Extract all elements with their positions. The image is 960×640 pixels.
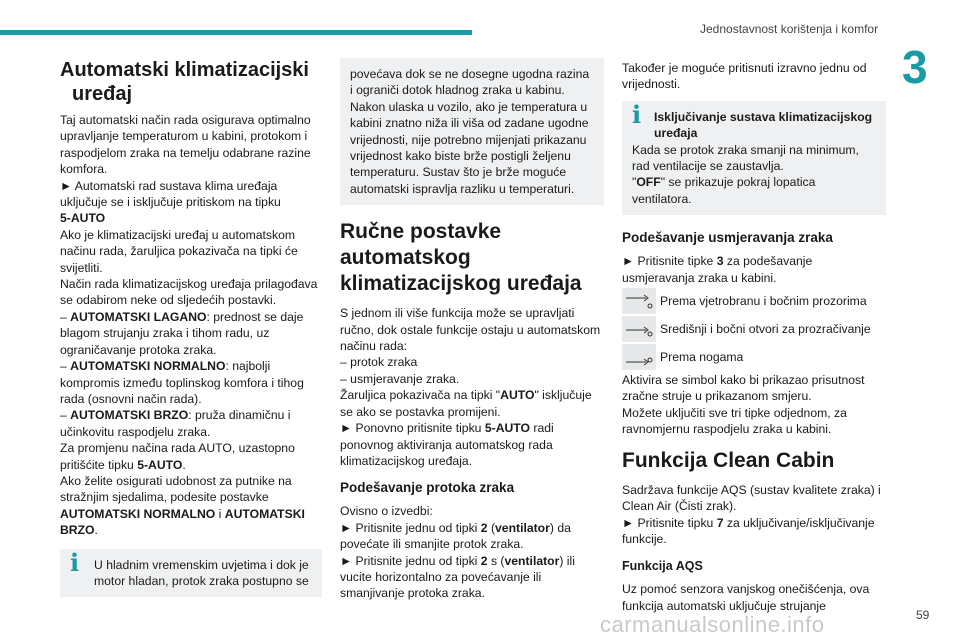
paragraph: Uz pomoć senzora vanjskog onečišćenja, ova funkcija automatski uključuje strujanje bbox=[622, 582, 870, 613]
paragraph: ► Automatski rad sustava klima uređaja uključuje se i isključuje pritiskom na tipku 5-AUTO bbox=[60, 178, 281, 226]
face-airflow-icon bbox=[622, 316, 656, 342]
column-1 bbox=[60, 58, 322, 597]
heading-line-2: uređaj bbox=[72, 83, 133, 105]
heading-auto-climate bbox=[60, 58, 322, 106]
info-box-continued bbox=[340, 58, 604, 205]
section-title: Jednostavnost korištenja i komfor bbox=[700, 22, 879, 36]
option-label: Prema vjetrobranu i bočnim prozorima bbox=[660, 293, 867, 308]
info-text: Kada se protok zraka smanji na minimum, rad ventilacije se zaustavlja. bbox=[632, 142, 859, 174]
info-text: povećava dok se ne dosegne ugodna razina i ograniči dotok hladnog zraka u kabinu. Nakon ulaska u vozilo, ako je temperatura u kabini znatno niža ili viša od zadane ugodne vrijednosti, nije potrebno mijenjati prikazanu vrijednost kako biste brže postigli željenu temperaturu. Sustav što je brže moguće automatski ispravlja razliku u temperaturi. bbox=[350, 67, 590, 196]
option-label: Središnji i bočni otvori za prozračivanje bbox=[660, 321, 871, 336]
info-title: Isključivanje sustava klimatizacijskog uređaja bbox=[654, 109, 873, 141]
info-icon: i bbox=[70, 547, 80, 577]
paragraph: Ako je klimatizacijski uređaj u automatskom načinu rada, žaruljica pokazivača na tipki će svijetliti. bbox=[60, 227, 298, 275]
paragraph: Možete uključiti sve tri tipke odjednom, za ravnomjernu raspodjelu zraka u kabini. bbox=[622, 405, 847, 437]
windscreen-airflow-icon bbox=[622, 288, 656, 314]
heading-clean-cabin: Funkcija Clean Cabin bbox=[622, 448, 835, 472]
paragraph: Ako želite osigurati udobnost za putnike na stražnjim sjedalima, podesite postavke AUTOMATSKI NORMALNO i AUTOMATSKI BRZO. bbox=[60, 473, 305, 538]
paragraph: ► Pritisnite jednu od tipki 2 s (ventilator) ili vucite horizontalno za povećavanje ili smanjivanje protoka zraka. bbox=[340, 553, 575, 601]
page-number: 59 bbox=[916, 608, 930, 622]
chapter-number: 3 bbox=[902, 41, 928, 93]
feet-airflow-icon bbox=[622, 344, 656, 370]
header-accent-bar bbox=[0, 30, 472, 35]
option-center-vents bbox=[622, 316, 886, 342]
paragraph: Taj automatski način rada osigurava optimalno upravljanje temperaturom u kabini, protokom i raspodjelom zraka na temelju odabrane razine komfora. bbox=[60, 113, 311, 177]
paragraph: Ovisno o izvedbi: bbox=[340, 504, 433, 519]
option-feet bbox=[622, 344, 886, 370]
info-text: "OFF" se prikazuje pokraj lopatica ventilatora. bbox=[632, 175, 816, 206]
list-item: – protok zraka bbox=[340, 355, 418, 370]
mode-normal: – AUTOMATSKI NORMALNO: najbolji kompromis između toplinskog komfora i tihog rada (osnovni način rada). bbox=[60, 359, 304, 406]
option-windscreen bbox=[622, 288, 886, 314]
mode-fast: – AUTOMATSKI BRZO: pruža dinamičnu i učinkovitu raspodjelu zraka. bbox=[60, 408, 291, 439]
heading-line-1: Automatski klimatizacijski bbox=[60, 59, 309, 81]
subheading-aqs: Funkcija AQS bbox=[622, 559, 703, 574]
info-text: U hladnim vremenskim uvjetima i dok je motor hladan, protok zraka postupno se bbox=[94, 557, 309, 588]
heading-manual-settings: Ručne postavke automatskog klimatizacijskog uređaja bbox=[340, 220, 582, 296]
paragraph: Aktivira se simbol kako bi prikazao prisutnost zračne struje u prikazanom smjeru. bbox=[622, 373, 865, 404]
paragraph: Žaruljica pokazivača na tipki "AUTO" isključuje se ako se postavka promijeni. bbox=[340, 388, 592, 419]
info-box-switch-off bbox=[622, 101, 886, 215]
info-icon: i bbox=[632, 99, 642, 129]
paragraph: S jednom ili više funkcija može se upravljati ručno, dok ostale funkcije ostaju u automatskom načinu rada: bbox=[340, 306, 601, 354]
mode-light: – AUTOMATSKI LAGANO: prednost se daje blagom strujanju zraka i tihom radu, uz ograničavanje protoka zraka. bbox=[60, 309, 304, 357]
paragraph: ► Pritisnite tipku 7 za uključivanje/isključivanje funkcije. bbox=[622, 515, 875, 546]
subheading-airflow: Podešavanje protoka zraka bbox=[340, 480, 515, 496]
option-label: Prema nogama bbox=[660, 349, 744, 364]
paragraph: Također je moguće pritisnuti izravno jednu od vrijednosti. bbox=[622, 61, 867, 92]
list-item: – usmjeravanje zraka. bbox=[340, 371, 460, 386]
watermark: carmanualsonline.info bbox=[600, 612, 825, 637]
paragraph: Sadržava funkcije AQS (sustav kvalitete zraka) i Clean Air (Čisti zrak). bbox=[622, 482, 881, 514]
paragraph: ► Pritisnite jednu od tipki 2 (ventilator) da povećate ili smanjite protok zraka. bbox=[340, 520, 571, 552]
column-2 bbox=[340, 58, 604, 602]
subheading-air-direction: Podešavanje usmjeravanja zraka bbox=[622, 230, 833, 246]
info-box bbox=[60, 549, 322, 598]
paragraph: ► Pritisnite tipke 3 za podešavanje usmjeravanja zraka u kabini. bbox=[622, 254, 813, 285]
paragraph: ► Ponovno pritisnite tipku 5-AUTO radi ponovnog aktiviranja automatskog rada klimatizacijskog uređaja. bbox=[340, 421, 554, 468]
paragraph: Za promjenu načina rada AUTO, uzastopno pritišćite tipku 5-AUTO. bbox=[60, 441, 295, 472]
column-3 bbox=[622, 60, 886, 614]
paragraph: Način rada klimatizacijskog uređaja prilagođava se odabirom neke od sljedećih postavki. bbox=[60, 277, 318, 308]
